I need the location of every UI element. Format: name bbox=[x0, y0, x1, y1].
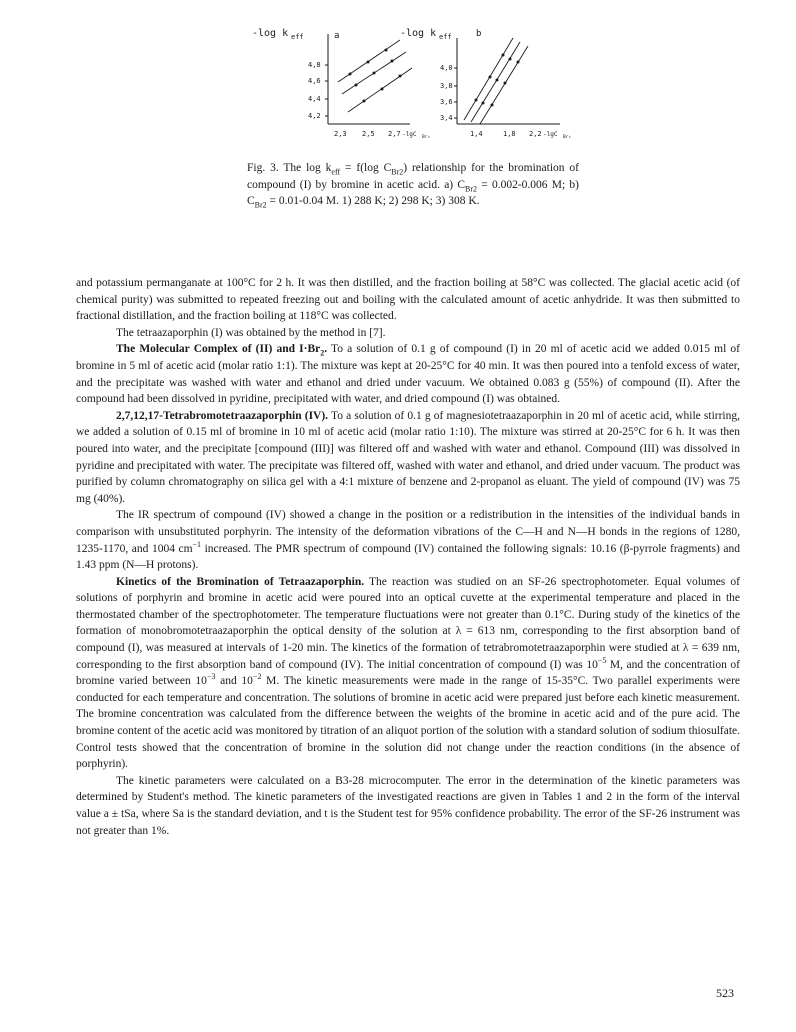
paragraph-ir-spectrum bbox=[76, 507, 740, 573]
caption-text: = 0.01-0.04 M. 1) 288 K; 2) 298 K; 3) 308 K. bbox=[266, 195, 480, 207]
superscript: −1 bbox=[192, 539, 202, 549]
paragraph-text: The IR spectrum of compound (IV) showed a change in the position or a redistribution in the intensities of the individual bands in comparison with unsubstituted porphyrin. The intensity of the deformation vibrations of the C—H and N—H bonds in the regions of 1280, 1235-1170, and 1004 cm bbox=[76, 509, 740, 555]
paragraph-text: and 10 bbox=[215, 675, 253, 688]
panel-b-xtick: 1,8 bbox=[503, 130, 516, 138]
panel-a-ytick: 4,2 bbox=[308, 112, 321, 120]
caption-text: = f(log C bbox=[340, 162, 392, 174]
paragraph-text: M. The kinetic measurements were made in the range of 15-35°C. Two parallel experiments were conducted for each temperature and concentration. The solutions of bromine in acetic acid were prepared just before each kinetic measurement. The bromine concentration was calculated from the difference between the weights of the bromine in acetic acid and of the pure acid. The bromine content of the acetic acid was monitored by titration of an aliquot portion of the solution with a standard solution of sodium thiosulfate. Control tests showed that the concentration of bromine in the solution did not change under the reaction conditions (in the absence of porphyrin). bbox=[76, 675, 741, 771]
panel-b bbox=[400, 28, 571, 140]
panel-a-xlabel: -lgC bbox=[402, 131, 417, 138]
caption-sub: Br2 bbox=[254, 200, 267, 210]
panel-a bbox=[252, 28, 430, 140]
section-heading: 2,7,12,17-Tetrabromotetraazaporphin (IV). bbox=[116, 409, 329, 422]
panel-b-ytick: 3,4 bbox=[440, 114, 453, 122]
paragraph-kinetics bbox=[76, 574, 740, 773]
panel-b-ytick: 3,8 bbox=[440, 82, 453, 90]
paragraph-text: To a solution of 0.1 g of compound (I) in 20 ml of acetic acid we added 0.015 ml of bromine in 5 ml of acetic acid (molar ratio 1:1). The mixture was kept at 20-25°C for 40 min. It was then poured into a tenfold excess of water, and the precipitate was washed with water and ethanol and dried under vacuum. We obtained 0.083 g (55%) of compound (II). After the compound had been dissolved in pyridine, precipitated with water, and dried compound (I) was obtained. bbox=[76, 343, 741, 406]
section-heading-sub: 2 bbox=[320, 348, 325, 358]
panel-a-xlabel-sub: Br₂ bbox=[422, 135, 431, 140]
panel-b-xlabel-sub: Br₂ bbox=[563, 135, 572, 140]
panel-a-ytick: 4,6 bbox=[308, 77, 321, 85]
panel-b-ytick: 4,0 bbox=[440, 64, 453, 72]
paragraph-tetrabromo bbox=[76, 408, 740, 508]
panel-a-ytick: 4,8 bbox=[308, 61, 321, 69]
paragraph-text: The reaction was studied on an SF-26 spectrophotometer. Equal volumes of solutions of porphyrin and bromine in acetic acid were poured into an optical cuvette at the experimental temperature and placed in the thermostated chamber of the spectrophotometer. The temperature fluctuations were not greater than 0.1°C. During study of the kinetics of the formation of monobromotetraazaporphin the optical density of the solution at λ = 613 nm, corresponding to the first absorption band of compound (I), was measured at intervals of 1-20 min. The kinetics of the formation of tetrabromotetraazaporphin were studied at λ = 639 nm, corresponding to the first absorption band of compound (IV). The initial concentration of compound (I) was 10 bbox=[76, 575, 740, 671]
panel-a-ytick: 4,4 bbox=[308, 95, 321, 103]
panel-a-letter: a bbox=[334, 31, 340, 41]
figure-caption bbox=[247, 160, 579, 210]
page-number: 523 bbox=[716, 986, 734, 1000]
caption-text: Fig. 3. The log k bbox=[247, 162, 332, 174]
superscript: −2 bbox=[252, 672, 262, 682]
body-text bbox=[76, 275, 740, 839]
paragraph-text: M, and the concentration of bromine varied between 10 bbox=[76, 658, 741, 688]
section-heading: The Molecular Complex of (II) and I·Br bbox=[116, 343, 321, 356]
panel-b-xlabel: -lgC bbox=[543, 131, 558, 138]
caption-sub: Br2 bbox=[465, 183, 478, 193]
panel-a-ylabel-sub: eff bbox=[291, 33, 304, 41]
figure-3 bbox=[250, 20, 580, 155]
caption-sub: Br2 bbox=[391, 167, 404, 177]
panel-b-letter: b bbox=[476, 29, 482, 39]
panel-b-ylabel-sub: eff bbox=[439, 33, 452, 41]
panel-b-xtick: 2,2 bbox=[529, 130, 542, 138]
paragraph-acetic-acid: and potassium permanganate at 100°C for 2 h. It was then distilled, and the fraction boiling at 58°C was collected. The glacial acetic acid (of chemical purity) was submitted to repeated freezing out and boiling with the calculated amount of acetic anhydride. It was then submitted to fractional distillation, and the fraction boiling at 118°C was collected. bbox=[76, 277, 740, 323]
paragraph-tetraazaporphin: The tetraazaporphin (I) was obtained by the method in [7]. bbox=[116, 326, 386, 339]
panel-a-xtick: 2,3 bbox=[334, 130, 347, 138]
panel-b-line-1 bbox=[464, 38, 513, 120]
section-heading: Kinetics of the Bromination of Tetraazaporphin. bbox=[116, 575, 365, 588]
superscript: −5 bbox=[597, 655, 607, 665]
panel-b-ytick: 3,6 bbox=[440, 98, 453, 106]
caption-text: = 0.002-0.006 M; b) C bbox=[247, 178, 579, 207]
panel-b-line-3 bbox=[480, 46, 528, 124]
superscript: −3 bbox=[206, 672, 216, 682]
section-heading-end: . bbox=[324, 343, 328, 356]
panel-a-line-3 bbox=[348, 68, 412, 112]
panel-a-xtick: 2,5 bbox=[362, 130, 375, 138]
figure-3-graphic bbox=[250, 20, 580, 155]
paragraph-text: increased. The PMR spectrum of compound (IV) contained the following signals: 10.16 (β-pyrrole fragments) and 1.43 ppm (N—H protons). bbox=[76, 542, 740, 572]
panel-b-line-2 bbox=[471, 42, 520, 122]
paragraph-molecular-complex bbox=[76, 341, 740, 407]
caption-text: ) relationship for the bromination of compound (I) by bromine in acetic acid. a) C bbox=[247, 162, 579, 191]
panel-b-xtick: 1,4 bbox=[470, 130, 483, 138]
caption-sub: eff bbox=[331, 167, 341, 177]
panel-a-ylabel: -log k bbox=[252, 28, 289, 39]
paragraph-kinetic-parameters: The kinetic parameters were calculated on a B3-28 microcomputer. The error in the determination of the kinetic parameters was determined by Student's method. The kinetic parameters of the investigated reactions are given in Tables 1 and 2 in the form of the interval value a ± tSa, where Sa is the standard deviation, and t is the Student test for 95% confidence probability. The error of the SF-26 instrument was not greater than 1%. bbox=[76, 774, 740, 837]
panel-a-xlabel: 2,7 bbox=[388, 130, 401, 138]
panel-b-ylabel: -log k bbox=[400, 28, 437, 39]
paragraph-text: To a solution of 0.1 g of magnesiotetraazaporphin in 20 ml of acetic acid, while stirring, we added a solution of 0.15 ml of bromine in 10 ml of acetic acid (molar ratio 1:10). The mixture was stirred at 20-25°C for 6 h. It was then poured into water, and the precipitate [compound (III)] was filtered off and washed with water and ethanol. Compound (III) was dissolved in pyridine and precipitated with water. The precipitate was filtered off, washed with water and ethanol, and dried under vacuum. The product was purified by column chromatography on silica gel with a 4:1 mixture of benzene and 2-propanol as eluant. The yield of compound (IV) was 75 mg (40%). bbox=[76, 409, 740, 505]
